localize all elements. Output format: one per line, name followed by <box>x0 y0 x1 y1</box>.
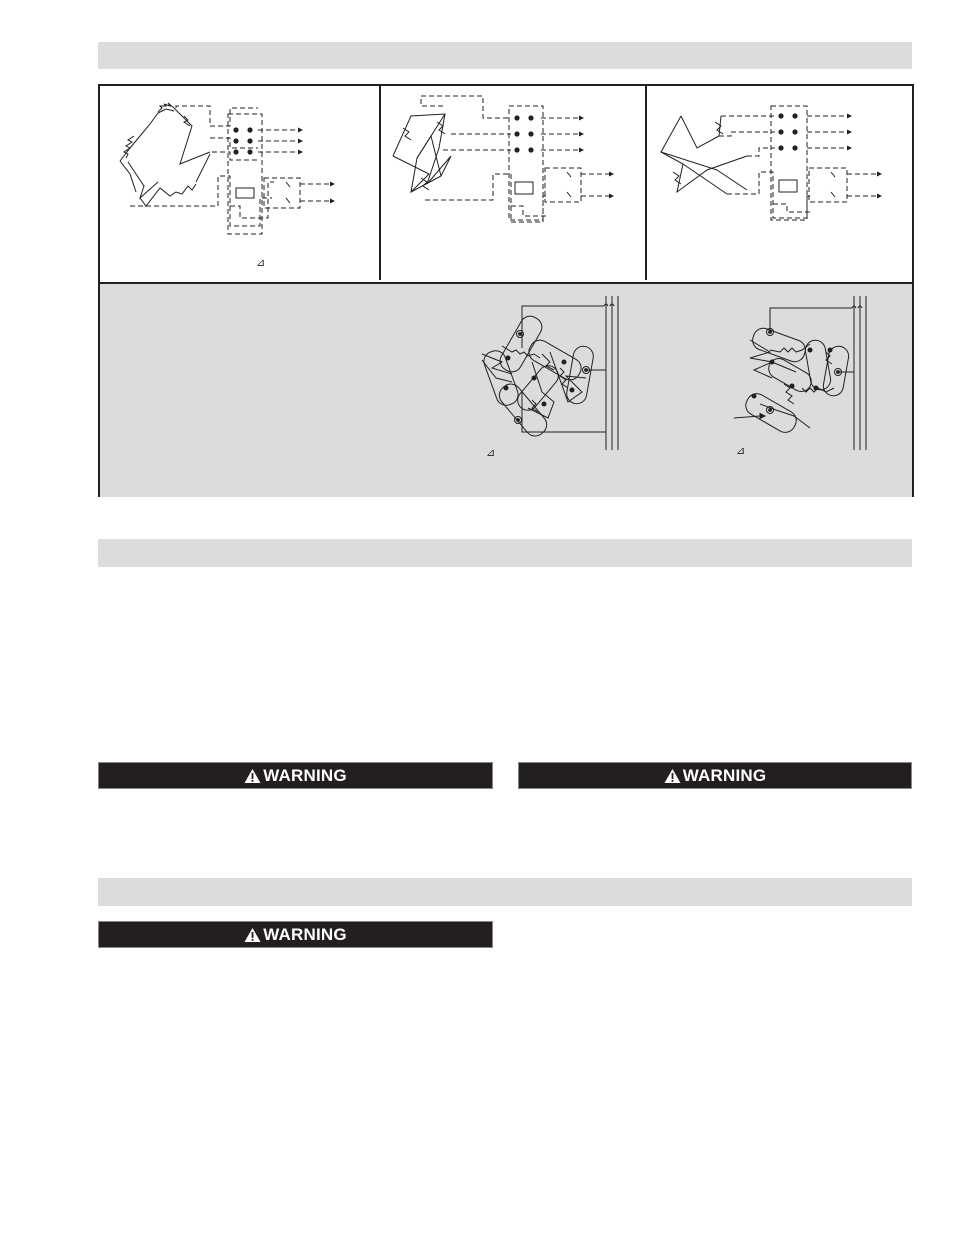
winding-schematic-a <box>100 86 377 280</box>
warning-label-2: WARNING <box>682 765 767 785</box>
warning-triangle-icon <box>244 768 261 784</box>
warning-label-3: WARNING <box>263 924 347 944</box>
winding-schematic-b <box>381 86 645 280</box>
warning-triangle-icon <box>244 927 261 943</box>
warning-triangle-icon <box>664 768 681 784</box>
wiring-diagram-figure <box>98 84 914 497</box>
warning-banner-3 <box>98 921 493 948</box>
terminal-board-2-note-symbol: ⊿ <box>736 445 746 457</box>
terminal-board-region <box>100 282 912 497</box>
schematic-panel-b <box>379 86 645 280</box>
schematic-panel-c <box>645 86 914 280</box>
schematic-panel-a <box>100 86 377 280</box>
warning-label-1: WARNING <box>263 765 347 785</box>
warning-banner-2 <box>518 762 912 789</box>
warning-banner-1 <box>98 762 493 789</box>
schematic-row <box>100 86 912 280</box>
section-heading-bar-3 <box>98 878 912 906</box>
panel-a-note-symbol: ⊿ <box>256 257 266 269</box>
terminal-board-drawing-2 <box>730 292 880 462</box>
section-heading-bar-1 <box>98 42 912 69</box>
terminal-board-1-note-symbol: ⊿ <box>486 447 496 459</box>
winding-schematic-c <box>647 86 914 280</box>
terminal-board-drawing-1 <box>472 292 632 462</box>
section-heading-bar-2 <box>98 539 912 567</box>
